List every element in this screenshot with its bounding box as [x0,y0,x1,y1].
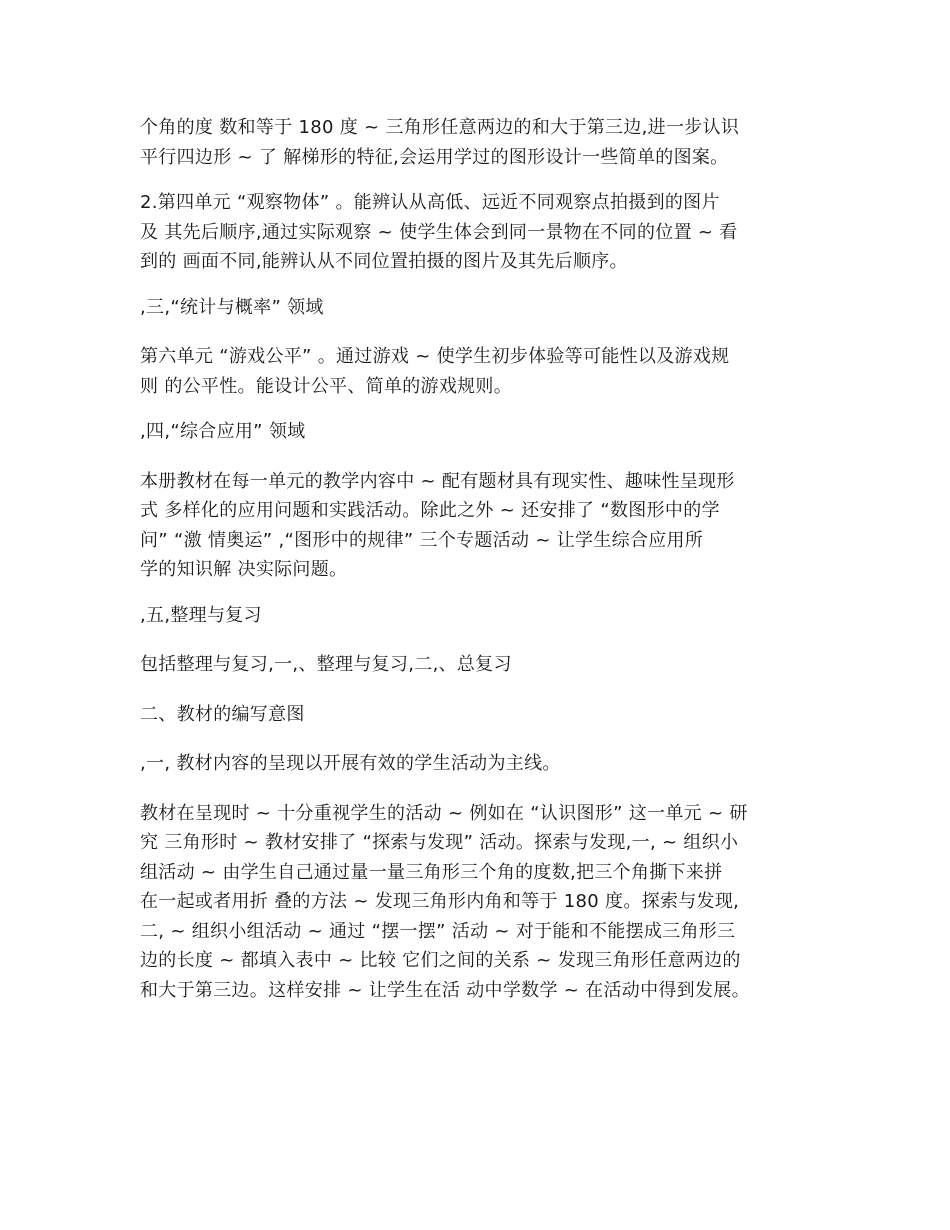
section-heading-design-intent [140,700,812,730]
text-line: 到的 画面不同,能辨认从不同位置拍摄的图片及其先后顺序。 [140,251,628,272]
heading-text: ,五,整理与复习 [140,604,262,626]
text-line: 个角的度 数和等于 180 度 ~ 三角形任意两边的和大于第三边,进一步认识 [140,117,740,138]
paragraph-activity-example [140,799,812,1006]
text-line: 二, ~ 组织小组活动 ~ 通过 “摆一摆” 活动 ~ 对于能和不能摆成三角形三 [140,920,736,942]
heading-text: ,三,“统计与概率” 领域 [140,296,324,318]
paragraph-triangle-properties [140,113,812,172]
paragraph-game-fairness [140,342,812,401]
document-body [140,113,812,1021]
text-line: 平行四边形 ~ 了 解梯形的特征,会运用学过的图形设计一些简单的图案。 [140,146,729,168]
text-line: 及 其先后顺序,通过实际观察 ~ 使学生体会到同一景物在不同的位置 ~ 看 [140,221,738,243]
text-line: 在一起或者用折 叠的方法 ~ 发现三角形内角和等于 180 度。探索与发现, [140,891,740,912]
text-line: 则 的公平性。能设计公平、简单的游戏规则。 [140,375,513,397]
text-line: 包括整理与复习,一,、整理与复习,二,、总复习 [140,654,512,675]
text-line: 教材在呈现时 ~ 十分重视学生的活动 ~ 例如在 “认识图形” 这一单元 ~ 研 [140,802,748,824]
text-line: 组活动 ~ 由学生自己通过量一量三角形三个角的度数,把三个角撕下来拼 [140,861,723,883]
paragraph-review-contents [140,650,812,680]
text-line: 第六单元 “游戏公平” 。通过游戏 ~ 使学生初步体验等可能性以及游戏规 [140,346,730,367]
subsection-heading-activities [140,749,812,779]
paragraph-observing-objects [140,188,812,277]
heading-text: ,四,“综合应用” 领域 [140,421,306,442]
section-heading-review [140,601,812,631]
text-line: 本册教材在每一单元的教学内容中 ~ 配有题材具有现实性、趣味性呈现形 [140,470,735,492]
heading-text: 二、教材的编写意图 [140,703,305,725]
text-line: 问” “激 情奥运” ,“图形中的规律” 三个专题活动 ~ 让学生综合应用所 [140,529,704,551]
section-heading-statistics [140,293,812,323]
paragraph-applications [140,467,812,585]
text-line: 究 三角形时 ~ 教材安排了 “探索与发现” 活动。探索与发现,一, ~ 组织小 [140,832,739,853]
text-line: 学的知识解 决实际问题。 [140,559,348,580]
text-line: 2.第四单元 “观察物体” 。能辨认从高低、远近不同观察点拍摄到的图片 [140,192,720,213]
text-line: 边的长度 ~ 都填入表中 ~ 比较 它们之间的关系 ~ 发现三角形任意两边的 [140,950,741,971]
section-heading-applications [140,417,812,447]
text-line: 式 多样化的应用问题和实践活动。除此之外 ~ 还安排了 “数图形中的学 [140,500,720,521]
heading-text: ,一, 教材内容的呈现以开展有效的学生活动为主线。 [140,753,561,774]
text-line: 和大于第三边。这样安排 ~ 让学生在活 动中学数学 ~ 在活动中得到发展。 [140,979,750,1001]
